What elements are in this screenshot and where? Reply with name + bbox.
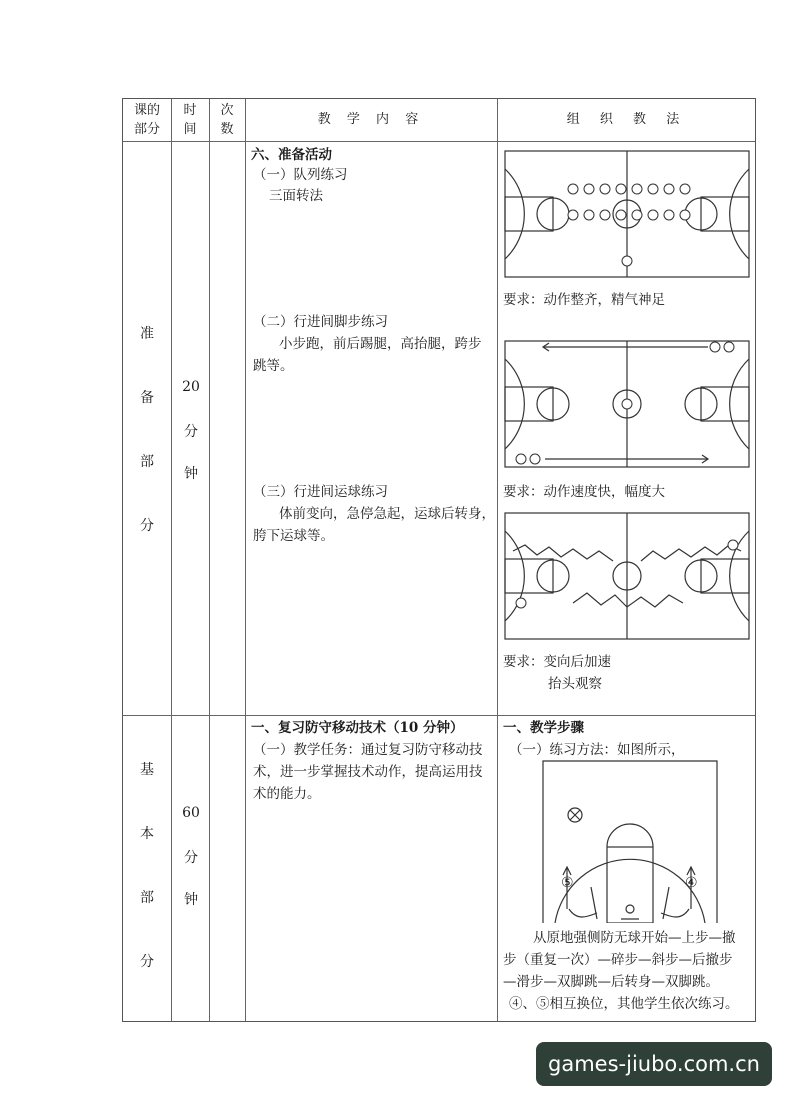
col-divider <box>171 99 172 1021</box>
basic-method-line: ④、⑤相互换位，其他学生依次练习。 <box>509 996 739 1012</box>
warmup-item-3-text: 体前变向，急停急起，运球后转身， <box>279 506 495 522</box>
warmup-item-2-heading: （二）行进间脚步练习 <box>253 314 388 330</box>
basic-part-label: 基 本 部 分 <box>140 762 154 970</box>
basic-task-line: （一）教学任务：通过复习防守移动技 <box>253 742 483 758</box>
basic-method-line: 步（重复一次）—碎步—斜步—后撤步 <box>503 952 733 968</box>
basic-time-label: 60 分 钟 <box>182 805 200 908</box>
row-divider <box>123 141 755 142</box>
header-method: 组 织 教 法 <box>566 112 688 127</box>
warmup-requirement-1: 要求：动作整齐，精气神足 <box>503 292 665 308</box>
lesson-plan-table <box>122 98 756 1022</box>
player-4-label: ④ <box>685 875 698 891</box>
warmup-title: 六、准备活动 <box>251 147 332 163</box>
basic-method-title: 一、教学步骤 <box>503 720 584 736</box>
warmup-item-3-text: 胯下运球等。 <box>253 528 334 544</box>
warmup-item-2-text: 小步跑，前后踢腿，高抬腿，跨步 <box>279 336 482 352</box>
court-diagram-formation <box>503 149 751 281</box>
warmup-requirement-2: 要求：动作速度快，幅度大 <box>503 484 665 500</box>
col-divider <box>209 99 210 1021</box>
court-diagram-footwork <box>503 339 751 471</box>
warmup-requirement-3: 要求：变向后加速 <box>503 654 611 670</box>
player-5-label: ⑤ <box>561 875 574 891</box>
header-count: 次数 <box>220 103 234 137</box>
warmup-item-1-text: 三面转法 <box>269 188 323 204</box>
warmup-item-2-text: 跳等。 <box>253 358 294 374</box>
col-divider <box>497 99 498 1021</box>
header-part: 课的部分 <box>133 103 160 137</box>
warmup-time-label: 20 分 钟 <box>182 379 200 482</box>
basic-method-line: 从原地强侧防无球开始—上步—撤 <box>533 930 736 946</box>
basic-method-sub: （一）练习方法：如图所示， <box>509 742 685 758</box>
court-diagram-dribbling <box>503 511 751 643</box>
court-diagram-defense <box>541 759 719 923</box>
warmup-requirement-3b: 抬头观察 <box>548 676 602 692</box>
basic-title: 一、复习防守移动技术（10 分钟） <box>251 720 464 736</box>
header-time: 时间 <box>183 103 197 137</box>
basic-task-line: 术，进一步掌握技术动作，提高运用技 <box>253 764 483 780</box>
row-divider <box>123 715 755 716</box>
basic-method-line: —滑步—双脚跳—后转身—双脚跳。 <box>503 974 719 990</box>
header-content: 教 学 内 容 <box>317 112 425 127</box>
warmup-item-1-heading: （一）队列练习 <box>253 167 348 183</box>
watermark-badge: games-jiubo.com.cn <box>536 1042 772 1086</box>
warmup-item-3-heading: （三）行进间运球练习 <box>253 484 388 500</box>
col-divider <box>245 99 246 1021</box>
basic-task-line: 术的能力。 <box>253 786 321 802</box>
warmup-part-label: 准 备 部 分 <box>140 326 154 534</box>
